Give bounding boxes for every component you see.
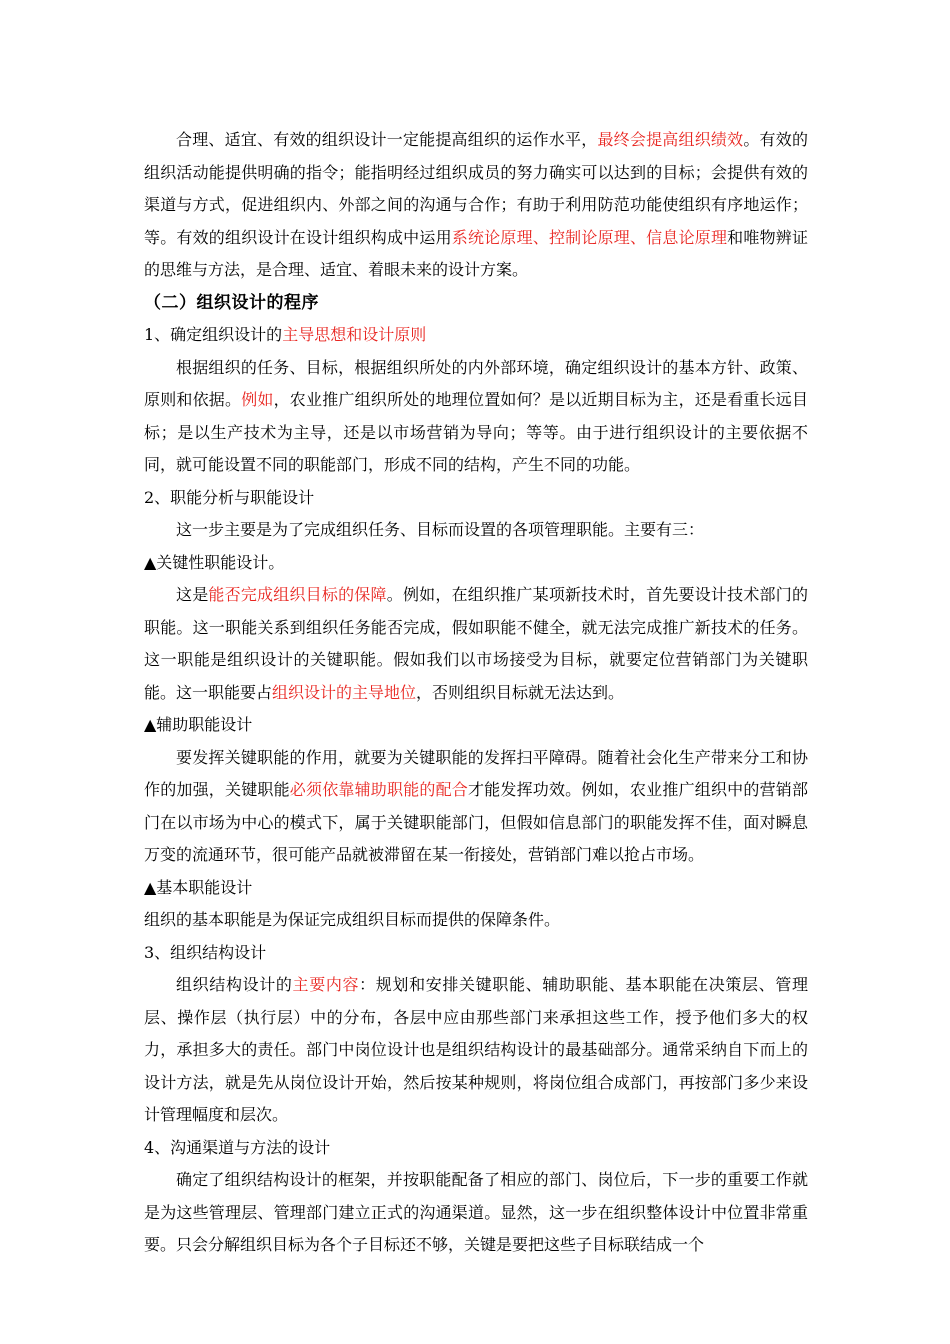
highlight-text: 系统论原理、控制论原理、信息论原理 — [451, 227, 728, 247]
document-page — [144, 124, 808, 1262]
step-2-intro: 这一步主要是为了完成组织任务、目标而设置的各项管理职能。主要有三： — [176, 520, 705, 539]
highlight-text: 组织设计的主导地位 — [272, 682, 417, 702]
section-heading: （二）组织设计的程序 — [144, 292, 319, 313]
basic-function-title: ▲基本职能设计 — [144, 877, 253, 897]
highlight-text: 能否完成组织目标的保障 — [208, 585, 387, 604]
step-1-title: 1、确定组织设计的主导思想和设计原则 — [144, 325, 427, 344]
step-4-body: 确定了组织结构设计的框架，并按职能配备了相应的部门、岗位后，下一步的重要工作就是为这些管理层、管理部门建立正式的沟通渠道。显然，这一步在组织整体设计中位置非常重要。只会分解组织目标为各个子目标还不够，关键是要把这些子目标联结成一个 — [144, 1170, 808, 1254]
aux-function-title: ▲辅助职能设计 — [144, 715, 253, 734]
key-function-body: 这是能否完成组织目标的保障。例如，在组织推广某项新技术时，首先要设计技术部门的职能。这一职能关系到组织任务能否完成，假如职能不健全，就无法完成推广新技术的任务。这一职能是组织设计的关键职能。假如我们以市场接受为目标，就要定位营销部门为关键职能。这一职能要占组织设计的主导地位，否则组织目标就无法达到。 — [144, 585, 808, 702]
step-2-title: 2、职能分析与职能设计 — [144, 487, 315, 507]
intro-paragraph: 合理、适宜、有效的组织设计一定能提高组织的运作水平，最终会提高组织绩效。有效的组织活动能提供明确的指令；能指明经过组织成员的努力确实可以达到的目标；会提供有效的渠道与方式，促进组织内、外部之间的沟通与合作；有助于利用防范功能使组织有序地运作；等。有效的组织设计在设计组织构成中运用系统论原理、控制论原理、信息论原理和唯物辨证的思维与方法，是合理、适宜、着眼未来的设计方案。 — [144, 130, 808, 279]
basic-function-body: 组织的基本职能是为保证完成组织目标而提供的保障条件。 — [144, 910, 561, 929]
step-3-title: 3、组织结构设计 — [144, 942, 267, 962]
highlight-text: 必须依靠辅助职能的配合 — [289, 780, 468, 799]
step-4-title: 4、沟通渠道与方法的设计 — [144, 1137, 331, 1157]
step-3-body: 组织结构设计的主要内容：规划和安排关键职能、辅助职能、基本职能在决策层、管理层、操作层（执行层）中的分布，各层中应由那些部门来承担这些工作，授予他们多大的权力，承担多大的责任。部门中岗位设计也是组织结构设计的最基础部分。通常采纳自下而上的设计方法，就是先从岗位设计开始，然后按某种规则，将岗位组合成部门，再按部门多少来设计管理幅度和层次。 — [144, 975, 808, 1124]
highlight-text: 主导思想和设计原则 — [282, 325, 427, 344]
key-function-title: ▲关键性职能设计。 — [144, 552, 285, 572]
highlight-text: 主要内容 — [292, 975, 360, 994]
step-1-body: 根据组织的任务、目标，根据组织所处的内外部环境，确定组织设计的基本方针、政策、原则和依据。例如，农业推广组织所处的地理位置如何？是以近期目标为主，还是看重长远目标；是以生产技术为主导，还是以市场营销为导向；等等。由于进行组织设计的主要依据不同，就可能设置不同的职能部门，形成不同的结构，产生不同的功能。 — [144, 357, 808, 474]
highlight-text: 例如 — [241, 390, 274, 409]
highlight-text: 最终会提高组织绩效 — [597, 130, 744, 149]
aux-function-body: 要发挥关键职能的作用，就要为关键职能的发挥扫平障碍。随着社会化生产带来分工和协作的加强，关键职能必须依靠辅助职能的配合才能发挥功效。例如，农业推广组织中的营销部门在以市场为中心的模式下，属于关键职能部门，但假如信息部门的职能发挥不佳，面对瞬息万变的流通环节，很可能产品就被滞留在某一衔接处，营销部门难以抢占市场。 — [144, 747, 808, 864]
